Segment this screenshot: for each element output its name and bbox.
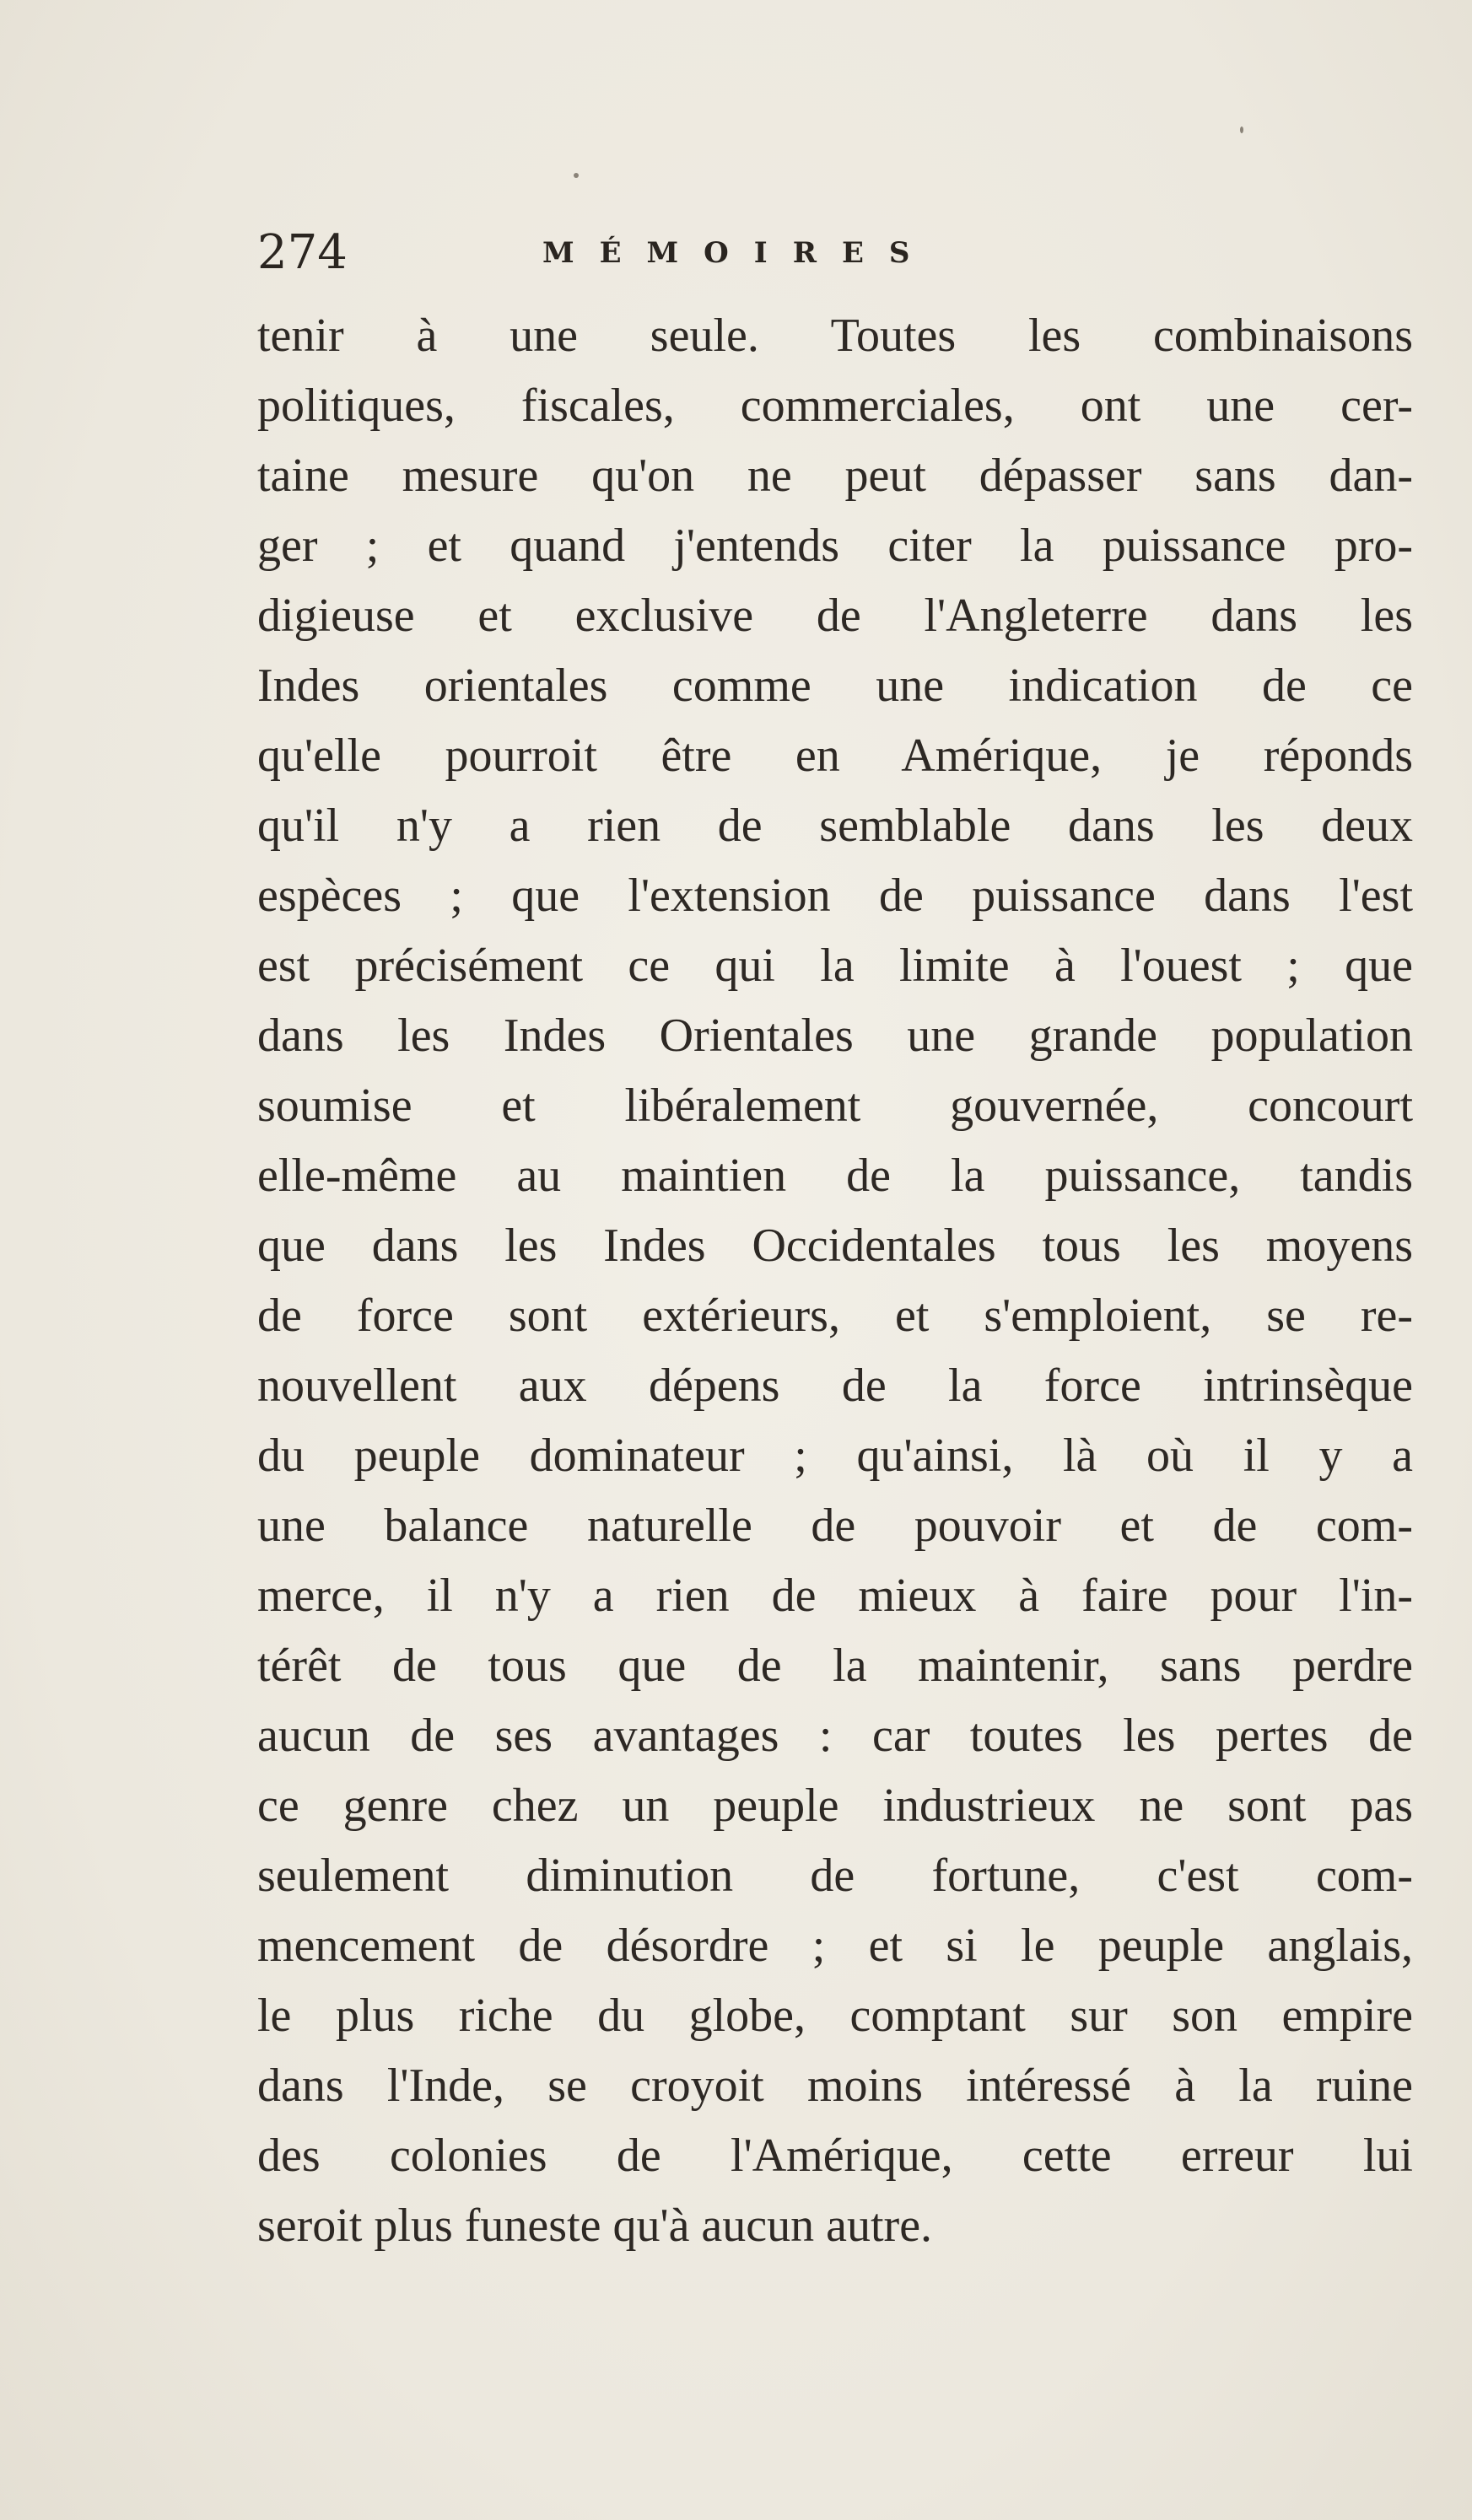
body-text	[257, 301, 1413, 2261]
text-line: mencement de désordre ; et si le peuple anglais,	[257, 1920, 1413, 1972]
text-line: aucun de ses avantages : car toutes les pertes de	[257, 1710, 1413, 1762]
text-line: ger ; et quand j'entends citer la puissance pro-	[257, 520, 1413, 572]
text-line: qu'elle pourroit être en Amérique, je réponds	[257, 730, 1413, 782]
page-speck	[1240, 127, 1243, 133]
text-line: nouvellent aux dépens de la force intrinsèque	[257, 1360, 1413, 1412]
running-head: MÉMOIRES	[542, 236, 936, 270]
text-line: tenir à une seule. Toutes les combinaisons	[257, 310, 1413, 362]
text-line: térêt de tous que de la maintenir, sans perdre	[257, 1640, 1413, 1692]
page-speck	[574, 173, 579, 178]
text-line: des colonies de l'Amérique, cette erreur lui	[257, 2130, 1413, 2182]
text-line: Indes orientales comme une indication de ce	[257, 660, 1413, 712]
text-line: digieuse et exclusive de l'Angleterre dans les	[257, 590, 1413, 642]
text-line: de force sont extérieurs, et s'emploient, se re-	[257, 1290, 1413, 1342]
text-line: dans les Indes Orientales une grande population	[257, 1010, 1413, 1062]
text-line: merce, il n'y a rien de mieux à faire pour l'in-	[257, 1570, 1413, 1622]
text-line: une balance naturelle de pouvoir et de com-	[257, 1500, 1413, 1552]
text-line: politiques, fiscales, commerciales, ont une cer-	[257, 380, 1413, 432]
page-header	[257, 215, 1421, 291]
text-line: seulement diminution de fortune, c'est com-	[257, 1850, 1413, 1902]
text-line: le plus riche du globe, comptant sur son empire	[257, 1990, 1413, 2042]
text-line: dans l'Inde, se croyoit moins intéressé à la ruine	[257, 2060, 1413, 2112]
text-line: du peuple dominateur ; qu'ainsi, là où il y a	[257, 1430, 1413, 1482]
text-line: est précisément ce qui la limite à l'ouest ; que	[257, 940, 1413, 992]
text-line: taine mesure qu'on ne peut dépasser sans dan-	[257, 450, 1413, 502]
text-line: que dans les Indes Occidentales tous les moyens	[257, 1220, 1413, 1272]
page-number: 274	[257, 225, 348, 280]
text-line-last: seroit plus funeste qu'à aucun autre.	[257, 2200, 933, 2252]
text-line: qu'il n'y a rien de semblable dans les deux	[257, 800, 1413, 852]
text-line: ce genre chez un peuple industrieux ne sont pas	[257, 1780, 1413, 1832]
text-line: espèces ; que l'extension de puissance dans l'est	[257, 870, 1413, 922]
text-line: elle-même au maintien de la puissance, tandis	[257, 1150, 1413, 1202]
text-line: soumise et libéralement gouvernée, concourt	[257, 1080, 1413, 1132]
